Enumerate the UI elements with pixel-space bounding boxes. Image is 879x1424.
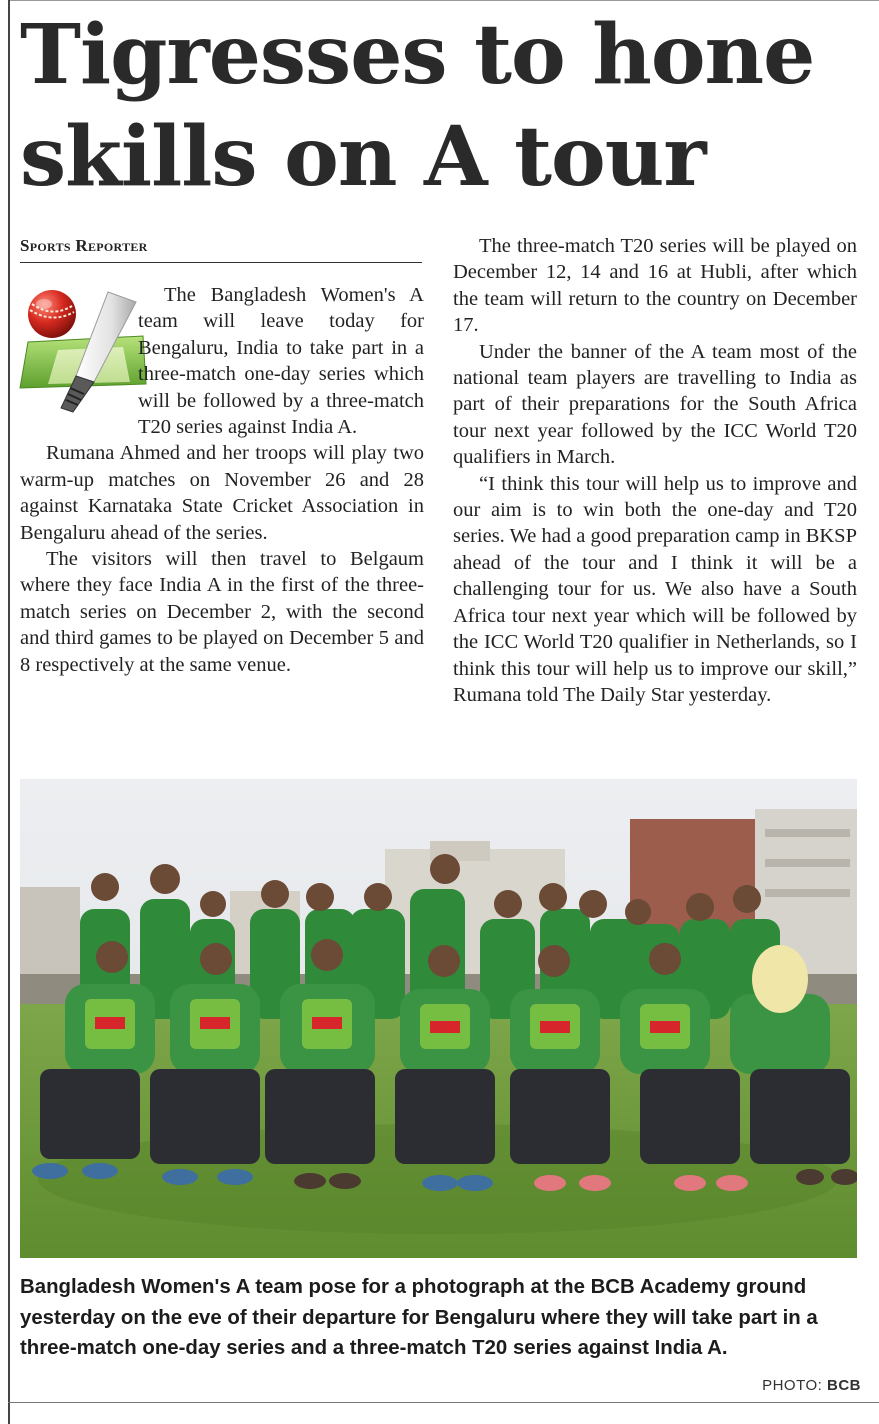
photo-credit — [762, 1377, 861, 1394]
photo-credit-source: BCB — [827, 1377, 861, 1394]
article-right-column — [453, 233, 857, 708]
byline-rule — [20, 262, 422, 263]
photo-credit-label: PHOTO: — [762, 1377, 823, 1394]
page-top-rule — [8, 0, 879, 1]
page-left-rule — [8, 0, 10, 1424]
article-paragraph: Rumana Ahmed and her troops will play two warm-up matches on November 26 and 28 against Karnataka State Cricket Association in Bengaluru ahead of the series. — [20, 442, 424, 544]
article-paragraph — [20, 282, 424, 440]
photo-caption: Bangladesh Women's A team pose for a photograph at the BCB Academy ground yesterday on the eve of their departure for Bengaluru where they will take part in a three-match one-day series and a three-match T20 series against India A. — [20, 1276, 818, 1359]
team-photo — [20, 779, 857, 1258]
headline: Tigresses to hone skills on A tour — [20, 7, 815, 205]
article-paragraph: The three-match T20 series will be played on December 12, 14 and 16 at Hubli, after which the team will return to the country on December 17. — [453, 235, 857, 337]
article-paragraph: “I think this tour will help us to improve and our aim is to win both the one-day and T20 series. We had a good preparation camp in BKSP ahead of the tour and I think it will be a challenging tour for us. We also have a South Africa tour next year which will be followed by the ICC World T20 qualifier in Netherlands, so I think this tour will help us to improve our skill,” Rumana told The Daily Star yesterday. — [453, 472, 857, 706]
article-left-column — [20, 282, 424, 678]
byline: Sports Reporter — [20, 236, 148, 255]
paragraph-text: The Bangladesh Women's A team will leave today for Bengaluru, India to take part in a three-match one-day series which will be followed by a three-match T20 series against India A. — [138, 284, 424, 439]
page-bottom-rule — [8, 1402, 879, 1403]
article-paragraph: Under the banner of the A team most of the national team players are travelling to India as part of their preparations for the South Africa tour next year followed by the ICC World T20 qualifiers in March. — [453, 340, 857, 469]
article-paragraph: The visitors will then travel to Belgaum where they face India A in the first of the three-match series on December 2, with the second and third games to be played on December 5 and 8 respectively at the same venue. — [20, 548, 424, 676]
